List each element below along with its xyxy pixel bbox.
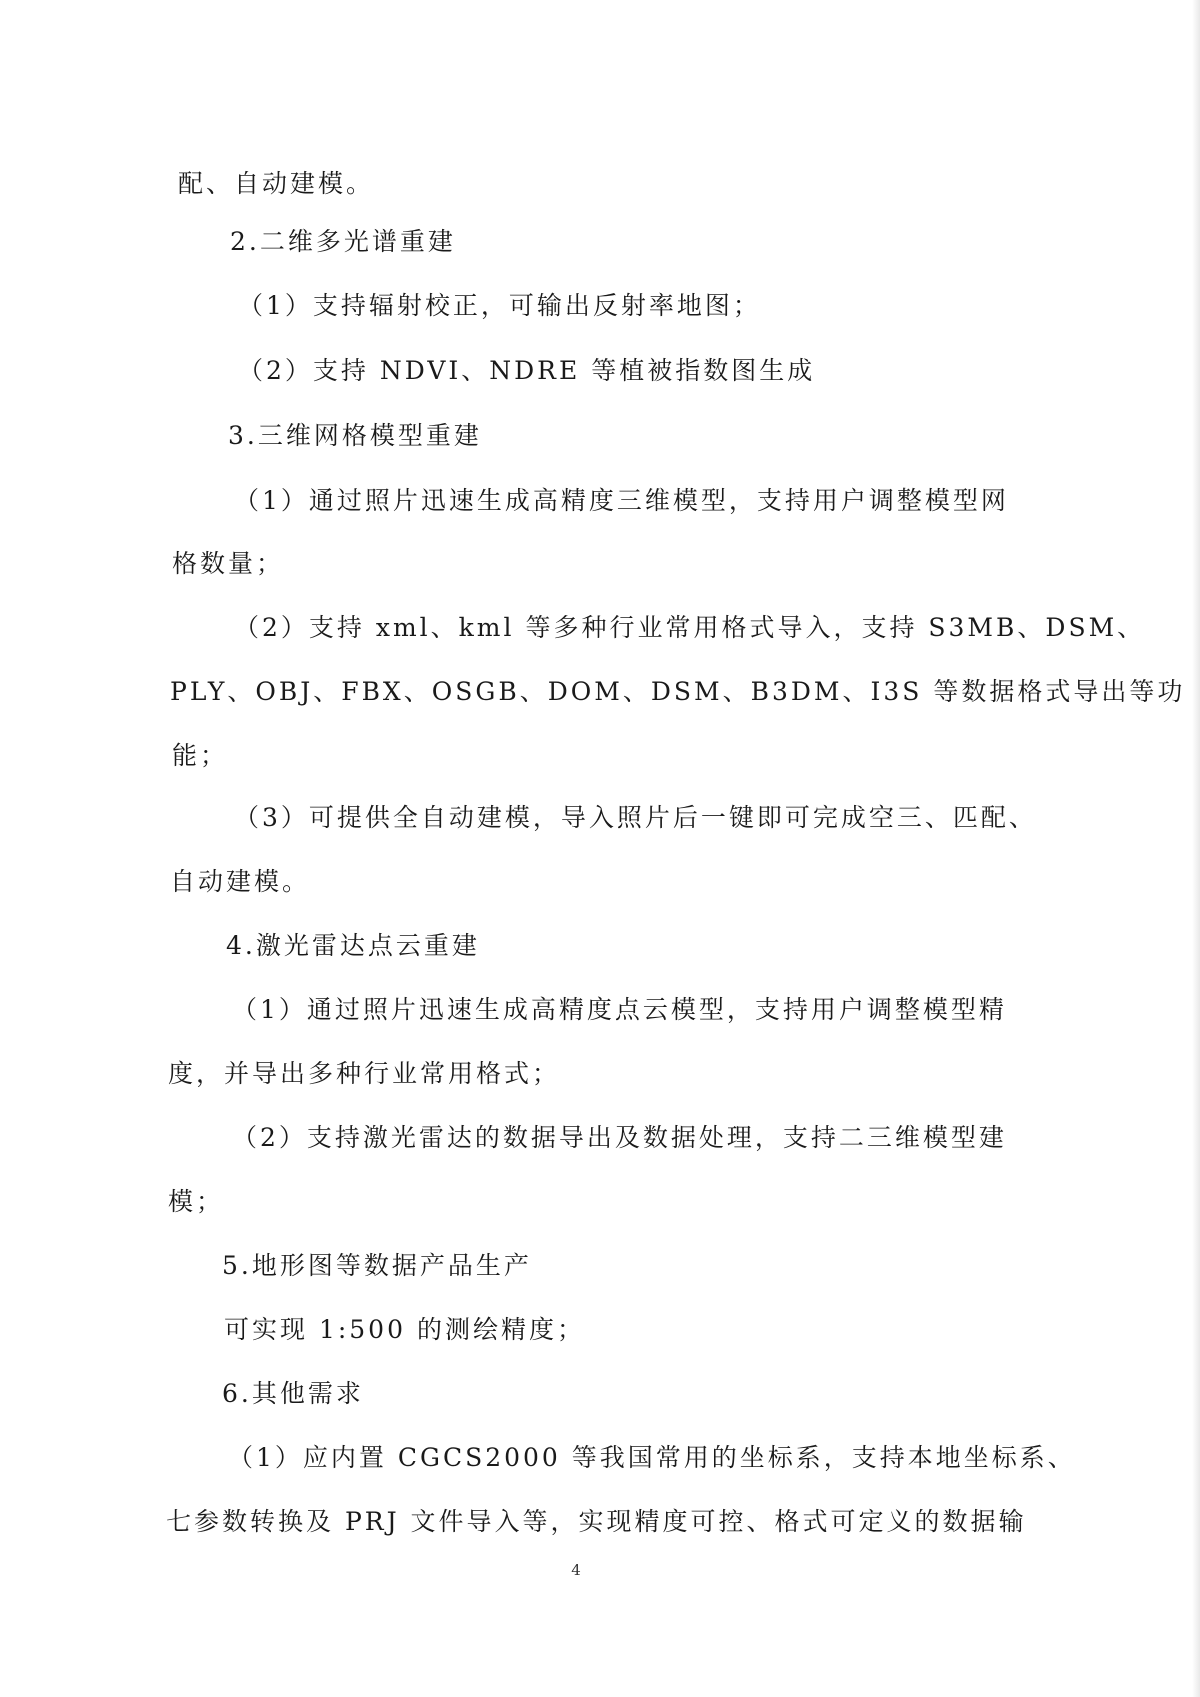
text-line: 配、自动建模。 [178,169,375,198]
text-line: （1）通过照片迅速生成高精度点云模型，支持用户调整模型精 [232,995,1007,1024]
section-heading: 5.地形图等数据产品生产 [222,1251,532,1280]
text-line: 可实现 1:500 的测绘精度； [224,1315,585,1344]
text-line: （1）支持辐射校正，可输出反射率地图； [238,291,761,320]
text-line: （3）可提供全自动建模，导入照片后一键即可完成空三、匹配、 [234,803,1037,832]
text-line: （2）支持 NDVI、NDRE 等植被指数图生成 [238,356,816,385]
text-line: 七参数转换及 PRJ 文件导入等，实现精度可控、格式可定义的数据输 [166,1507,1027,1536]
text-line: PLY、OBJ、FBX、OSGB、DOM、DSM、B3DM、I3S 等数据格式导出等功 [170,677,1186,706]
text-line: （2）支持 xml、kml 等多种行业常用格式导入，支持 S3MB、DSM、 [234,613,1146,642]
text-line: 自动建模。 [170,867,311,896]
scan-edge-shadow [1192,0,1200,1697]
text-line: （2）支持激光雷达的数据导出及数据处理，支持二三维模型建 [232,1123,1007,1152]
text-line: （1）通过照片迅速生成高精度三维模型，支持用户调整模型网 [234,486,1009,515]
text-line: 模； [168,1187,225,1216]
section-heading: 6.其他需求 [222,1379,364,1408]
text-line: 能； [172,741,229,770]
page-number: 4 [571,1561,581,1579]
text-line: （1）应内置 CGCS2000 等我国常用的坐标系，支持本地坐标系、 [228,1443,1076,1472]
section-heading: 4.激光雷达点云重建 [226,931,480,960]
section-heading: 3.三维网格模型重建 [228,421,482,450]
text-line: 格数量； [172,549,285,578]
text-line: 度，并导出多种行业常用格式； [168,1059,561,1088]
section-heading: 2.二维多光谱重建 [230,227,456,256]
